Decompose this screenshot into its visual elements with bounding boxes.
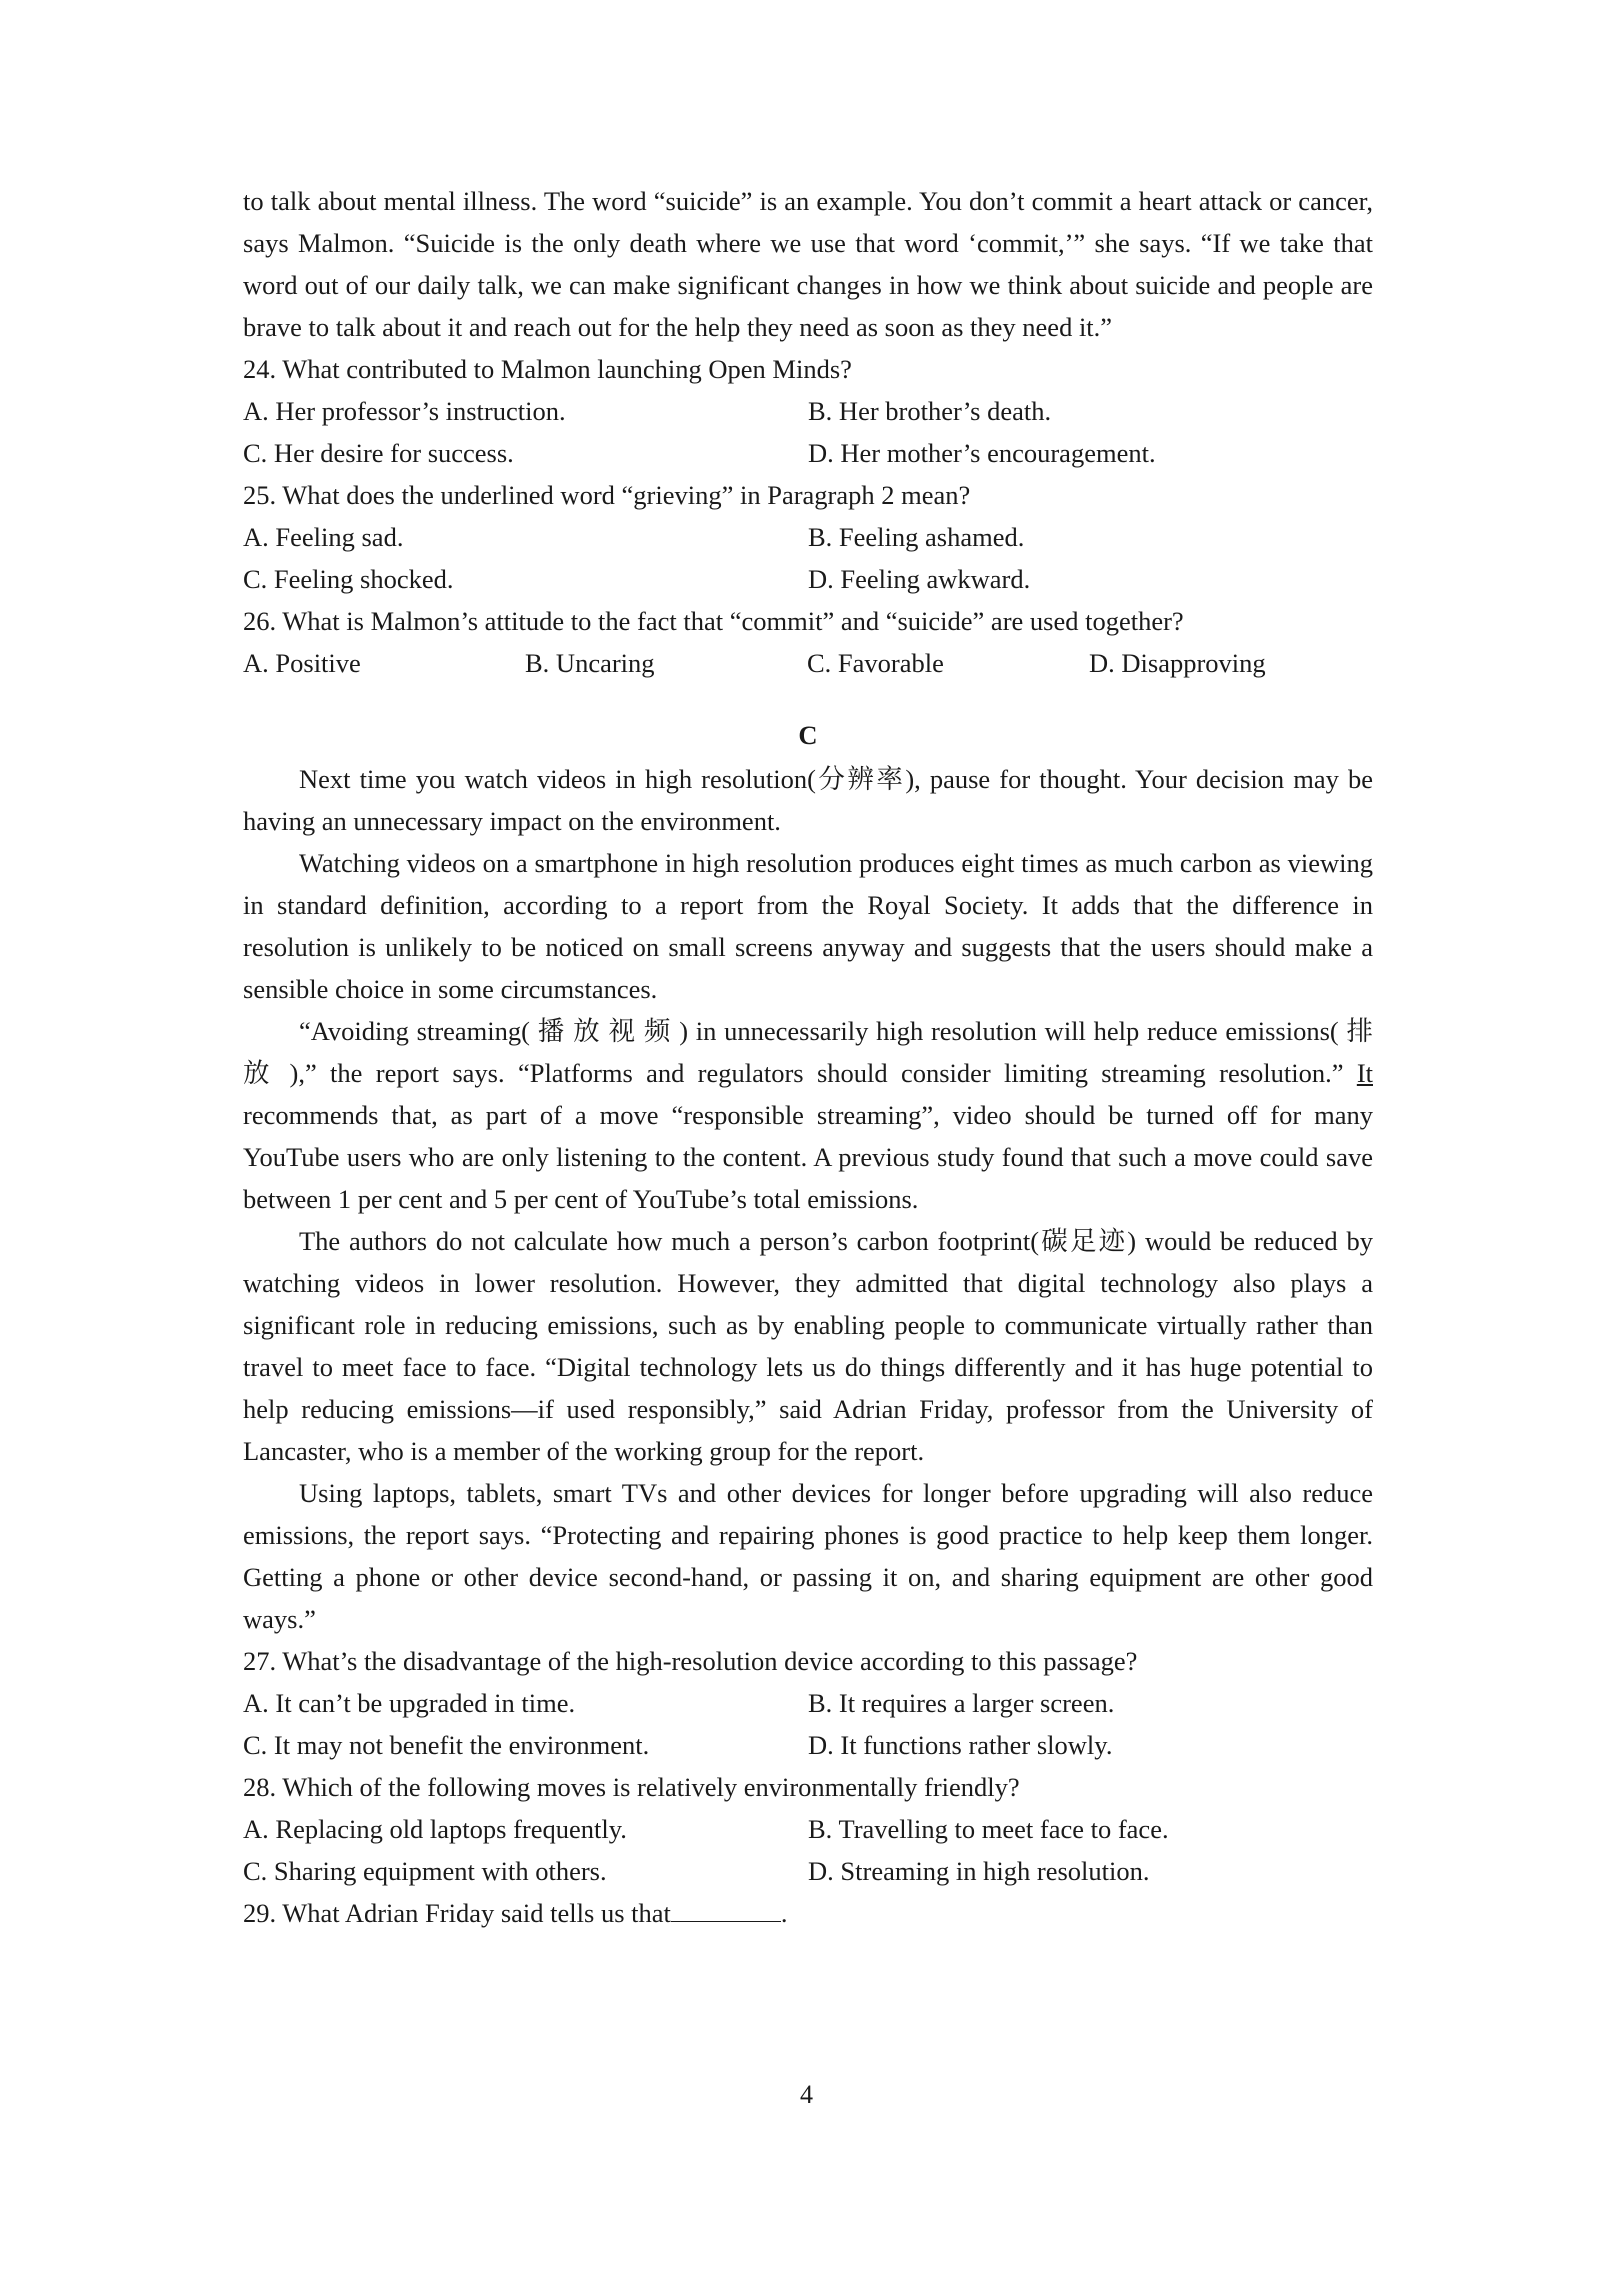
question-27-options-row2 [243,1724,1373,1766]
passage-c-paragraph-4: The authors do not calculate how much a person’s carbon footprint(碳足迹) would be reduced by watching videos in lower resolution. However, they admitted that digital technology also plays a significant role in reducing emissions, such as by enabling people to communicate virtually rather than travel to meet face to face. “Digital technology lets us do things differently and it has huge potential to help reducing emissions—if used responsibly,” said Adrian Friday, professor from the University of Lancaster, who is a member of the working group for the report. [243,1226,1373,1466]
question-25-option-c: C. Feeling shocked. [243,564,454,594]
question-28-options-row2 [243,1850,1373,1892]
question-27-option-a: A. It can’t be upgraded in time. [243,1688,576,1718]
question-27-option-d: D. It functions rather slowly. [808,1730,1113,1760]
question-25-options-row1 [243,516,1373,558]
question-25-options-row2 [243,558,1373,600]
passage-c-paragraph-3 [243,1010,1373,1220]
question-24-option-a: A. Her professor’s instruction. [243,396,566,426]
question-26-stem: 26. What is Malmon’s attitude to the fact that “commit” and “suicide” are used together? [243,606,1184,636]
question-26-options [243,642,1373,684]
question-24-option-d: D. Her mother’s encouragement. [808,438,1156,468]
question-24-options-row2 [243,432,1373,474]
passage-c-paragraph-3-part-2: recommends that, as part of a move “responsible streaming”, video should be turned off for many YouTube users who are only listening to the content. A previous study found that such a move could save between 1 per cent and 5 per cent of YouTube’s total emissions. [243,1100,1373,1214]
question-25-option-d: D. Feeling awkward. [808,564,1031,594]
question-26-option-d: D. Disapproving [1089,648,1266,678]
passage-c-paragraph-1: Next time you watch videos in high resolution(分辨率), pause for thought. Your decision may be having an unnecessary impact on the environment. [243,764,1373,836]
question-29-end: . [780,1898,788,1928]
question-26-option-b: B. Uncaring [525,648,655,678]
passage-c-paragraph-3-part-1: “Avoiding streaming( 播 放 视 频 ) in unnecessarily high resolution will help reduce emissions( 排 放 ),” the report says. “Platforms and regulators should consider limiting streaming resolution.” [243,1016,1373,1088]
question-25-option-b: B. Feeling ashamed. [808,522,1025,552]
question-26-option-a: A. Positive [243,648,361,678]
question-28-option-a: A. Replacing old laptops frequently. [243,1814,627,1844]
question-24-option-b: B. Her brother’s death. [808,396,1052,426]
passage-b-final-paragraph: to talk about mental illness. The word “suicide” is an example. You don’t commit a heart attack or cancer, says Malmon. “Suicide is the only death where we use that word ‘commit,’” she says. “If we take that word out of our daily talk, we can make significant changes in how we think about suicide and people are brave to talk about it and reach out for the help they need as soon as they need it.” [243,186,1373,342]
question-28-stem: 28. Which of the following moves is relatively environmentally friendly? [243,1772,1020,1802]
question-28-option-d: D. Streaming in high resolution. [808,1856,1150,1886]
underlined-word-it: It [1356,1058,1373,1088]
section-c-title: C [798,720,818,750]
question-27-option-b: B. It requires a larger screen. [808,1688,1115,1718]
question-29-stem [243,1892,1373,1934]
question-27-stem: 27. What’s the disadvantage of the high-resolution device according to this passage? [243,1646,1138,1676]
question-27-option-c: C. It may not benefit the environment. [243,1730,650,1760]
question-24-options-row1 [243,390,1373,432]
question-29-text: 29. What Adrian Friday said tells us that [243,1898,671,1928]
question-28-option-b: B. Travelling to meet face to face. [808,1814,1169,1844]
answer-blank [671,1895,781,1922]
passage-c-paragraph-5: Using laptops, tablets, smart TVs and other devices for longer before upgrading will also reduce emissions, the report says. “Protecting and repairing phones is good practice to help keep them longer. Getting a phone or other device second-hand, or passing it on, and sharing equipment are other good ways.” [243,1478,1373,1634]
question-27-options-row1 [243,1682,1373,1724]
question-25-option-a: A. Feeling sad. [243,522,404,552]
question-26-option-c: C. Favorable [807,648,944,678]
passage-c-paragraph-2: Watching videos on a smartphone in high resolution produces eight times as much carbon as viewing in standard definition, according to a report from the Royal Society. It adds that the difference in resolution is unlikely to be noticed on small screens anyway and suggests that the users should make a sensible choice in some circumstances. [243,848,1373,1004]
question-25-stem: 25. What does the underlined word “grieving” in Paragraph 2 mean? [243,480,971,510]
page-number: 4 [800,2080,813,2109]
question-28-option-c: C. Sharing equipment with others. [243,1856,607,1886]
document-page [243,180,1373,1934]
question-24-option-c: C. Her desire for success. [243,438,514,468]
question-28-options-row1 [243,1808,1373,1850]
question-24-stem: 24. What contributed to Malmon launching Open Minds? [243,354,852,384]
